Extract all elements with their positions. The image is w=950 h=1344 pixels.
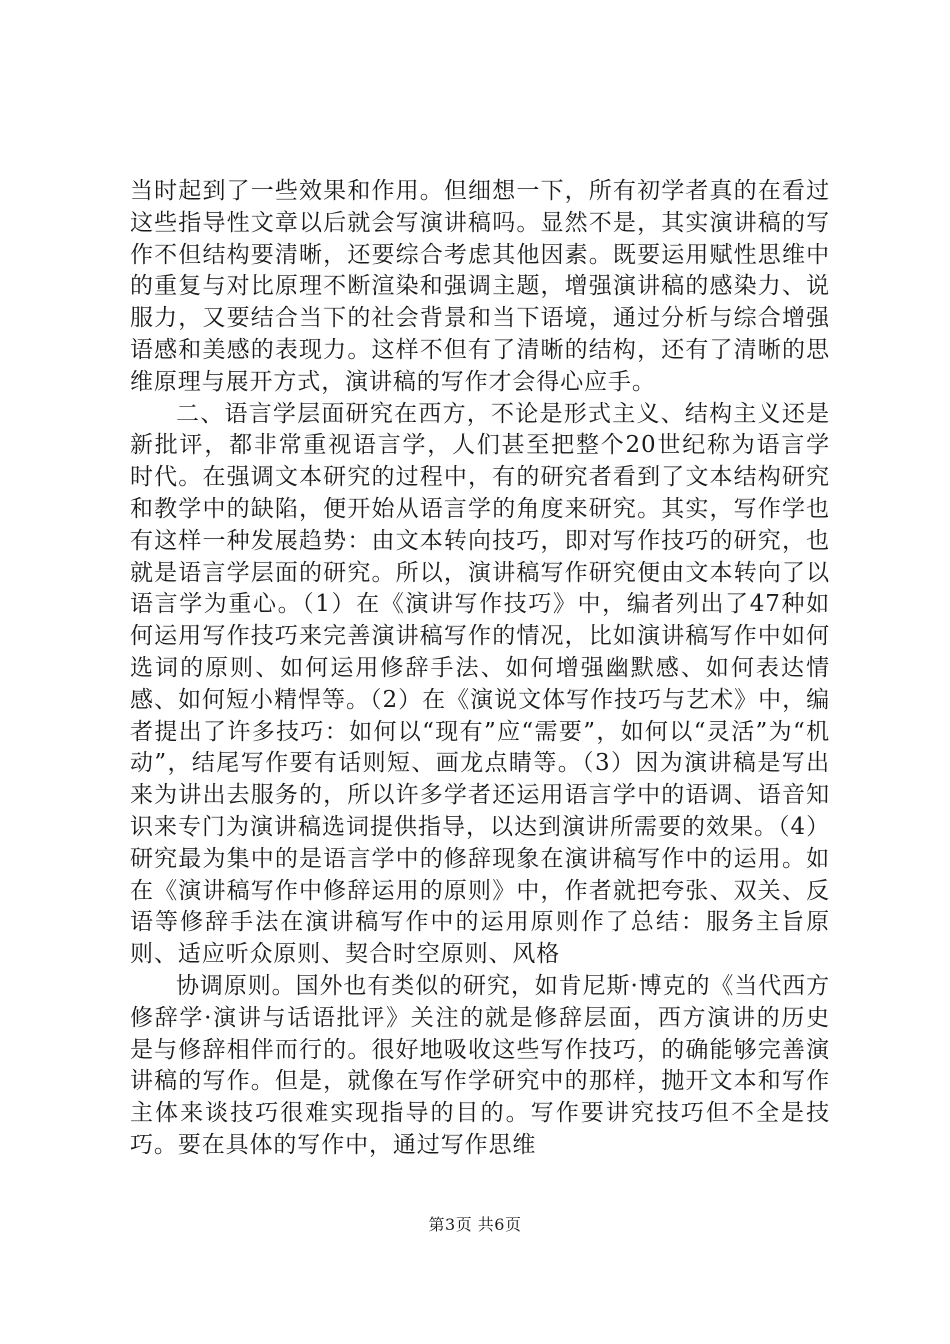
paragraph-3: 协调原则。国外也有类似的研究，如肯尼斯·博克的《当代西方修辞学·演讲与话语批评》关注的就是修辞层面，西方演讲的历史是与修辞相伴而行的。很好地吸收这些写作技巧，的确能够完善演讲稿的写作。但是，就像在写作学研究中的那样，抛开文本和写作主体来谈技巧很难实现指导的目的。写作要讲究技巧但不全是技巧。要在具体的写作中，通过写作思维 — [130, 972, 830, 1158]
document-body — [130, 176, 830, 1162]
paragraph-2: 二、语言学层面研究在西方，不论是形式主义、结构主义还是新批评，都非常重视语言学，人们甚至把整个20世纪称为语言学时代。在强调文本研究的过程中，有的研究者看到了文本结构研究和教学中的缺陷，便开始从语言学的角度来研究。其实，写作学也有这样一种发展趋势：由文本转向技巧，即对写作技巧的研究，也就是语言学层面的研究。所以，演讲稿写作研究便由文本转向了以语言学为重心。（1）在《演讲写作技巧》中，编者列出了47种如何运用写作技巧来完善演讲稿写作的情况，比如演讲稿写作中如何选词的原则、如何运用修辞手法、如何增强幽默感、如何表达情感、如何短小精悍等。（2）在《演说文体写作技巧与艺术》中，编者提出了许多技巧：如何以“现有”应“需要”，如何以“灵活”为“机动”，结尾写作要有话则短、画龙点睛等。（3）因为演讲稿是写出来为讲出去服务的，所以许多学者还运用语言学中的语调、语音知识来专门为演讲稿选词提供指导，以达到演讲所需要的效果。（4）研究最为集中的是语言学中的修辞现象在演讲稿写作中的运用。如在《演讲稿写作中修辞运用的原则》中，作者就把夸张、双关、反语等修辞手法在演讲稿写作中的运用原则作了总结：服务主旨原则、适应听众原则、契合时空原则、风格 — [130, 400, 830, 968]
paragraph-1: 当时起到了一些效果和作用。但细想一下，所有初学者真的在看过这些指导性文章以后就会写演讲稿吗。显然不是，其实演讲稿的写作不但结构要清晰，还要综合考虑其他因素。既要运用赋性思维中的重复与对比原理不断渲染和强调主题，增强演讲稿的感染力、说服力，又要结合当下的社会背景和当下语境，通过分析与综合增强语感和美感的表现力。这样不但有了清晰的结构，还有了清晰的思维原理与展开方式，演讲稿的写作才会得心应手。 — [130, 178, 830, 395]
page-number-footer: 第3页 共6页 — [428, 1215, 522, 1234]
